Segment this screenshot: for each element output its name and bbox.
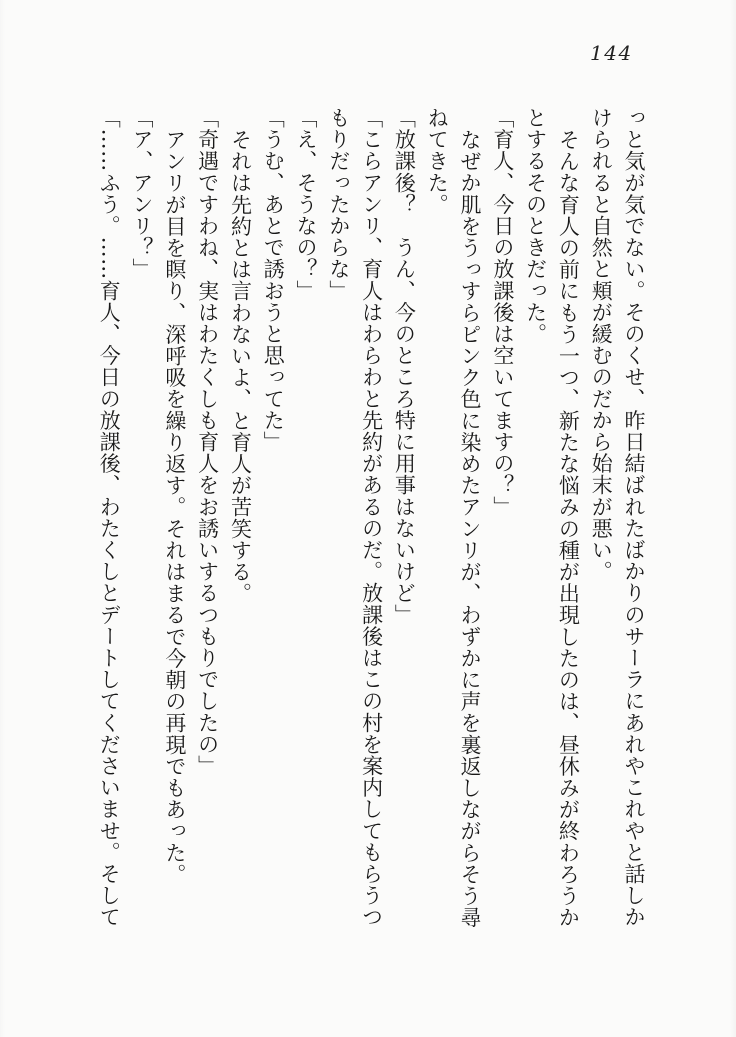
- text-line: 「ア、アンリ？」: [130, 107, 155, 280]
- text-line: 「奇遇ですわね、実はわたくしも育人をお誘いするつもりでしたの」: [195, 107, 220, 777]
- text-line: そんな育人の前にもう一つ、新たな悩みの種が出現したのは、昼休みが終わろうか: [556, 129, 581, 929]
- text-line: とするそのときだった。: [523, 107, 548, 345]
- text-line: なぜか肌をうっすらピンク色に染めたアンリが、わずかに声を裏返しながらそう尋: [458, 129, 483, 929]
- page-number: 144: [590, 41, 633, 65]
- text-line: 「放課後？ うん、今のところ特に用事はないけど」: [392, 107, 417, 626]
- text-line: もりだったからな」: [326, 107, 351, 302]
- text-column-block: [92, 107, 650, 935]
- text-line: ねてきた。: [425, 107, 450, 215]
- text-line: っと気が気でない。そのくせ、昨日結ばれたばかりのサーラにあれやこれやと話しか: [622, 107, 646, 928]
- text-line: アンリが目を瞑り、深呼吸を繰り返す。それはまるで今朝の再現でもあった。: [162, 129, 187, 885]
- text-line: 「こらアンリ、育人はわらわと先約があるのだ。放課後はこの村を案内してもらうつ: [359, 107, 384, 928]
- text-line: 「え、そうなの？」: [294, 107, 319, 302]
- text-line: 「うむ、あとで誘おうと思ってた」: [261, 107, 286, 453]
- text-line: けられると自然と頬が緩むのだから始末が悪い。: [589, 107, 614, 583]
- text-line: 「……ふう。……育人、今日の放課後、わたくしとデートしてくださいませ。そして: [97, 107, 122, 928]
- text-line: 「育人、今日の放課後は空いてますの？」: [490, 107, 515, 518]
- text-line: それは先約とは言わないよ、と育人が苦笑する。: [228, 129, 253, 605]
